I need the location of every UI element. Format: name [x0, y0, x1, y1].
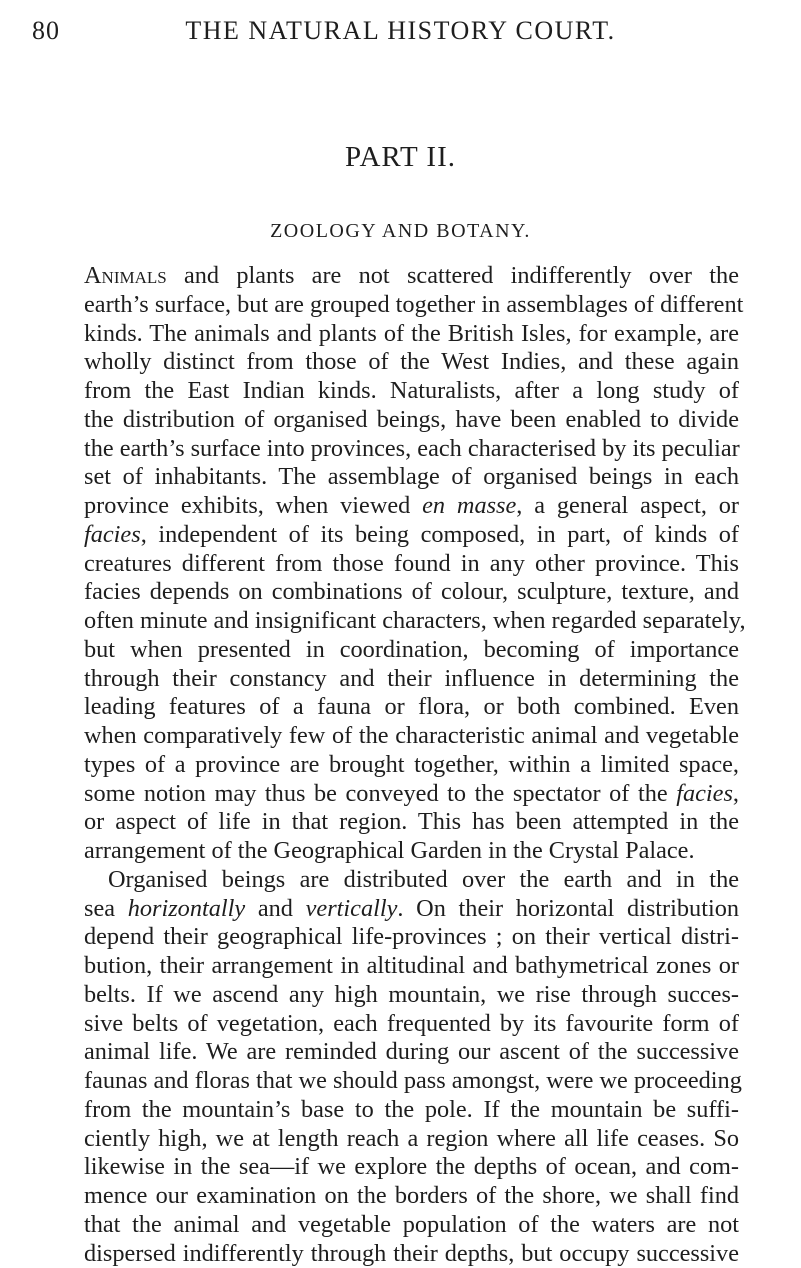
text-line: sive belts of vegetation, each frequented by its favourite form of — [84, 1010, 739, 1039]
text-line: earth’s surface, but are grouped together in assemblages of different — [84, 291, 739, 320]
text-line: the earth’s surface into provinces, each characterised by its peculiar — [84, 435, 739, 464]
text-line: depend their geographical life-provinces ; on their vertical distri- — [84, 923, 739, 952]
body-text — [84, 262, 739, 1268]
text-line: types of a province are brought together, within a limited space, — [84, 751, 739, 780]
text-line: creatures different from those found in any other province. This — [84, 550, 739, 579]
section-title: ZOOLOGY AND BOTANY. — [0, 220, 801, 243]
text-line: faunas and floras that we should pass amongst, were we proceeding — [84, 1067, 739, 1096]
text-line: when comparatively few of the characteristic animal and vegetable — [84, 722, 739, 751]
text-line: facies depends on combinations of colour, sculpture, texture, and — [84, 578, 739, 607]
text-line: animal life. We are reminded during our ascent of the successive — [84, 1038, 739, 1067]
text-line: or aspect of life in that region. This has been attempted in the — [84, 808, 739, 837]
text-line: bution, their arrangement in altitudinal and bathymetrical zones or — [84, 952, 739, 981]
running-head — [32, 16, 769, 48]
text-line: ciently high, we at length reach a region where all life ceases. So — [84, 1125, 739, 1154]
text-line: belts. If we ascend any high mountain, we rise through succes- — [84, 981, 739, 1010]
text-line: that the animal and vegetable population of the waters are not — [84, 1211, 739, 1240]
text-line: arrangement of the Geographical Garden in the Crystal Palace. — [84, 837, 739, 866]
text-line: kinds. The animals and plants of the British Isles, for example, are — [84, 320, 739, 349]
text-line: mence our examination on the borders of the shore, we shall find — [84, 1182, 739, 1211]
text-line: set of inhabitants. The assemblage of organised beings in each — [84, 463, 739, 492]
running-title: THE NATURAL HISTORY COURT. — [32, 16, 769, 46]
text-line: wholly distinct from those of the West Indies, and these again — [84, 348, 739, 377]
text-line: facies, independent of its being composed, in part, of kinds of — [84, 521, 739, 550]
text-line: some notion may thus be conveyed to the spectator of the facies, — [84, 780, 739, 809]
text-line: Organised beings are distributed over the earth and in the — [84, 866, 739, 895]
text-line: Animals and plants are not scattered indifferently over the — [84, 262, 739, 291]
text-line: leading features of a fauna or flora, or both combined. Even — [84, 693, 739, 722]
text-line: often minute and insignificant characters, when regarded separately, — [84, 607, 739, 636]
text-line: but when presented in coordination, becoming of importance — [84, 636, 739, 665]
text-line: from the mountain’s base to the pole. If the mountain be suffi- — [84, 1096, 739, 1125]
part-title: PART II. — [0, 141, 801, 174]
text-line: through their constancy and their influence in determining the — [84, 665, 739, 694]
text-line: from the East Indian kinds. Naturalists, after a long study of — [84, 377, 739, 406]
page-number: 80 — [32, 16, 60, 46]
text-line: the distribution of organised beings, have been enabled to divide — [84, 406, 739, 435]
text-line: dispersed indifferently through their depths, but occupy successive — [84, 1240, 739, 1268]
text-line: province exhibits, when viewed en masse, a general aspect, or — [84, 492, 739, 521]
text-line: sea horizontally and vertically. On their horizontal distribution — [84, 895, 739, 924]
text-line: likewise in the sea—if we explore the depths of ocean, and com- — [84, 1153, 739, 1182]
